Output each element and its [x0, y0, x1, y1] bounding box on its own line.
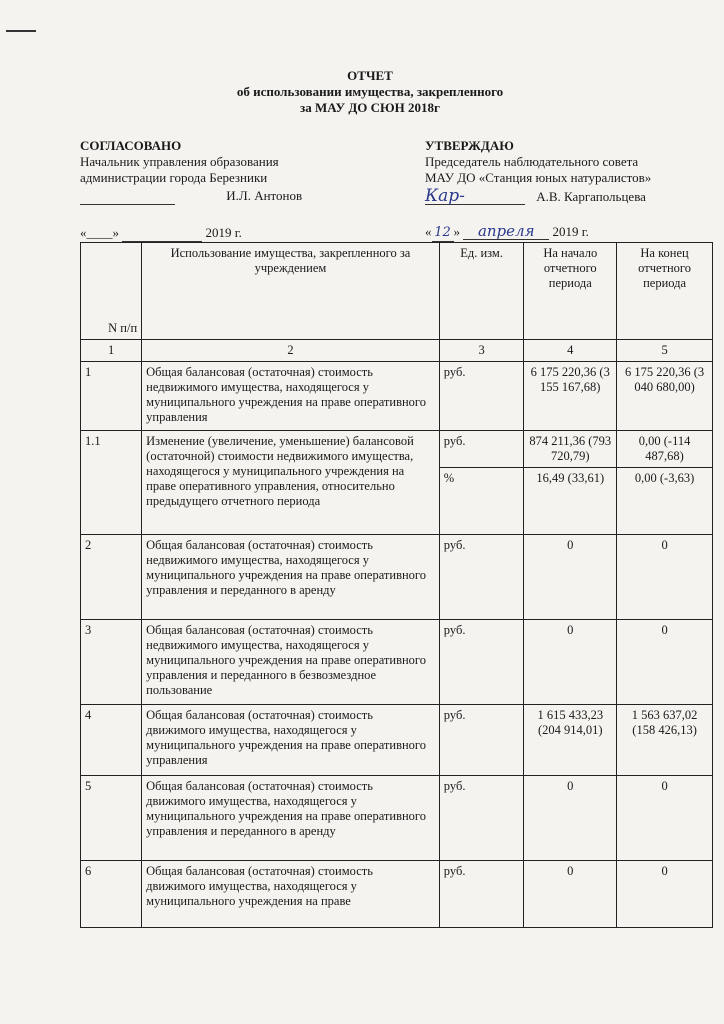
row-end: 1 563 637,02 (158 426,13) [617, 705, 713, 776]
agreed-date-close: » [112, 225, 119, 240]
row-unit: руб. [439, 431, 524, 468]
title-line-2: об использовании имущества, закрепленного [236, 84, 504, 99]
agreed-date-blank: ____ [86, 225, 113, 240]
row-desc: Общая балансовая (остаточная) стоимость движимого имущества, находящегося у муниципального учреждения на праве оперативного управления и переданного в аренду [142, 776, 440, 861]
header-end: На конец отчетного периода [617, 243, 713, 340]
approved-block [425, 138, 715, 242]
row-end: 0 [617, 535, 713, 620]
agreed-organization: администрации города Березники [80, 170, 268, 185]
row-unit: руб. [439, 861, 524, 928]
approved-year: 2019 г. [552, 224, 589, 239]
row-desc: Общая балансовая (остаточная) стоимость движимого имущества, находящегося у муниципального учреждения на праве оперативного управления [142, 705, 440, 776]
row-unit-percent: % [439, 468, 524, 535]
row-num: 2 [81, 535, 142, 620]
approved-heading: УТВЕРЖДАЮ [425, 138, 514, 153]
header-num: N п/п [81, 243, 142, 340]
row-start: 0 [524, 620, 617, 705]
row-desc: Общая балансовая (остаточная) стоимость недвижимого имущества, находящегося у муниципального учреждения на праве оперативного управления и переданного в аренду [142, 535, 440, 620]
col-number-2: 2 [142, 340, 440, 362]
approved-date-open: « [425, 224, 432, 239]
row-unit: руб. [439, 362, 524, 431]
row-num: 1.1 [81, 431, 142, 535]
row-desc: Общая балансовая (остаточная) стоимость недвижимого имущества, находящегося у муниципального учреждения на праве оперативного управления и переданного в безвозмездное пользование [142, 620, 440, 705]
col-number-4: 4 [524, 340, 617, 362]
title-line-3: за МАУ ДО СЮН 2018г [300, 100, 440, 115]
row-unit: руб. [439, 705, 524, 776]
agreed-position: Начальник управления образования [80, 154, 279, 169]
agreed-date-open: « [80, 225, 87, 240]
row-desc: Общая балансовая (остаточная) стоимость недвижимого имущества, находящегося у муниципального учреждения на праве оперативного управления [142, 362, 440, 431]
row-start: 0 [524, 776, 617, 861]
row-num: 1 [81, 362, 142, 431]
property-usage-table [80, 242, 713, 928]
title-line-1: ОТЧЕТ [347, 68, 393, 83]
column-number-row [81, 340, 713, 362]
approved-date-day: 12 [432, 225, 454, 242]
agreed-signature-line [80, 188, 175, 205]
row-start: 874 211,36 (793 720,79) [524, 431, 617, 468]
table-row [81, 620, 713, 705]
agreed-block [80, 138, 380, 242]
row-end: 0,00 (-114 487,68) [617, 431, 713, 468]
col-number-1: 1 [81, 340, 142, 362]
approved-organization: МАУ ДО «Станция юных натуралистов» [425, 170, 652, 185]
table-row [81, 431, 713, 468]
agreed-year: 2019 г. [205, 225, 242, 240]
row-unit: руб. [439, 776, 524, 861]
approved-position: Председатель наблюдательного совета [425, 154, 639, 169]
table-row [81, 776, 713, 861]
approved-date-month: апреля [463, 223, 549, 240]
row-num: 3 [81, 620, 142, 705]
report-title [150, 68, 590, 116]
agreed-month-line [122, 225, 202, 242]
row-unit: руб. [439, 620, 524, 705]
row-num: 5 [81, 776, 142, 861]
agreed-heading: СОГЛАСОВАНО [80, 138, 182, 153]
table-row [81, 705, 713, 776]
table-row [81, 861, 713, 928]
scan-mark [6, 30, 36, 32]
row-end-percent: 0,00 (-3,63) [617, 468, 713, 535]
col-number-3: 3 [439, 340, 524, 362]
row-start: 6 175 220,36 (3 155 167,68) [524, 362, 617, 431]
approved-date-close: » [453, 224, 460, 239]
row-end: 6 175 220,36 (3 040 680,00) [617, 362, 713, 431]
row-start: 0 [524, 861, 617, 928]
header-usage: Использование имущества, закрепленного за учреждением [142, 243, 440, 340]
approved-signature: Кар- [425, 188, 525, 205]
col-number-5: 5 [617, 340, 713, 362]
row-desc: Общая балансовая (остаточная) стоимость движимого имущества, находящегося у муниципального учреждения на праве [142, 861, 440, 928]
table-header-row [81, 243, 713, 340]
row-desc: Изменение (увеличение, уменьшение) балансовой (остаточной) стоимости недвижимого имущества, находящегося у муниципального учреждения на праве оперативного управления, относительно предыдущего отчетного периода [142, 431, 440, 535]
row-end: 0 [617, 776, 713, 861]
row-unit: руб. [439, 535, 524, 620]
row-end: 0 [617, 861, 713, 928]
agreed-name: И.Л. Антонов [226, 188, 303, 203]
row-num: 4 [81, 705, 142, 776]
row-num: 6 [81, 861, 142, 928]
table-row [81, 535, 713, 620]
row-end: 0 [617, 620, 713, 705]
row-start: 0 [524, 535, 617, 620]
row-start: 1 615 433,23 (204 914,01) [524, 705, 617, 776]
table-row [81, 362, 713, 431]
header-unit: Ед. изм. [439, 243, 524, 340]
row-start-percent: 16,49 (33,61) [524, 468, 617, 535]
header-start: На начало отчетного периода [524, 243, 617, 340]
approved-name: А.В. Каргапольцева [536, 189, 646, 204]
